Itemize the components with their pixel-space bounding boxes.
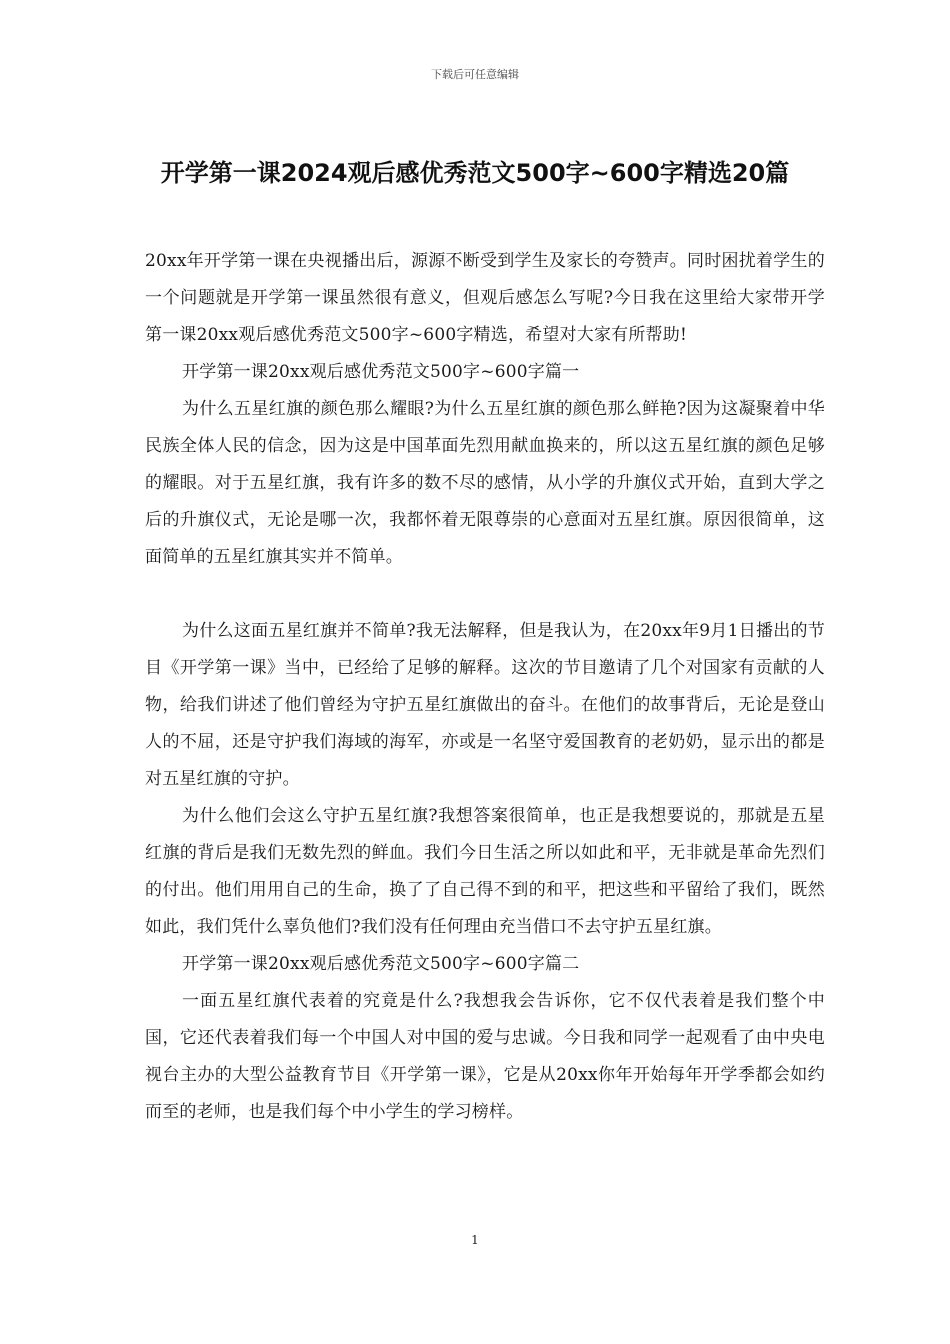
header-note: 下载后可任意编辑 <box>431 68 519 81</box>
section-heading-2: 开学第一课20xx观后感优秀范文500字~600字篇二 <box>182 954 580 974</box>
section-heading-1: 开学第一课20xx观后感优秀范文500字~600字篇一 <box>182 362 580 382</box>
page-number: 1 <box>471 1233 479 1247</box>
document-title: 开学第一课2024观后感优秀范文500字~600字精选20篇 <box>160 159 790 187</box>
body-paragraph: 为什么这面五星红旗并不简单?我无法解释，但是我认为，在20xx年9月1日播出的节目《开学第一课》当中，已经给了足够的解释。这次的节目邀请了几个对国家有贡献的人物，给我们讲述了他们曾经为守护五星红旗做出的奋斗。在他们的故事背后，无论是登山人的不屈，还是守护我们海域的海军，亦或是一名坚守爱国教育的老奶奶，显示出的都是对五星红旗的守护。 <box>145 621 825 789</box>
intro-paragraph: 20xx年开学第一课在央视播出后，源源不断受到学生及家长的夸赞声。同时困扰着学生的一个问题就是开学第一课虽然很有意义，但观后感怎么写呢?今日我在这里给大家带开学第一课20xx观后感优秀范文500字~600字精选，希望对大家有所帮助! <box>145 251 825 345</box>
document-body <box>145 243 825 1131</box>
body-paragraph: 一面五星红旗代表着的究竟是什么?我想我会告诉你，它不仅代表着是我们整个中国，它还代表着我们每一个中国人对中国的爱与忠诚。今日我和同学一起观看了由中央电视台主办的大型公益教育节目《开学第一课》，它是从20xx你年开始每年开学季都会如约而至的老师，也是我们每个中小学生的学习榜样。 <box>145 991 825 1122</box>
body-paragraph: 为什么他们会这么守护五星红旗?我想答案很简单，也正是我想要说的，那就是五星红旗的背后是我们无数先烈的鲜血。我们今日生活之所以如此和平，无非就是革命先烈们的付出。他们用用自己的生命，换了了自己得不到的和平，把这些和平留给了我们，既然如此，我们凭什么辜负他们?我们没有任何理由充当借口不去守护五星红旗。 <box>145 806 825 937</box>
body-paragraph: 为什么五星红旗的颜色那么耀眼?为什么五星红旗的颜色那么鲜艳?因为这凝聚着中华民族全体人民的信念，因为这是中国革面先烈用献血换来的，所以这五星红旗的颜色足够的耀眼。对于五星红旗，我有许多的数不尽的感情，从小学的升旗仪式开始，直到大学之后的升旗仪式，无论是哪一次，我都怀着无限尊崇的心意面对五星红旗。原因很简单，这面简单的五星红旗其实并不简单。 <box>145 399 825 567</box>
